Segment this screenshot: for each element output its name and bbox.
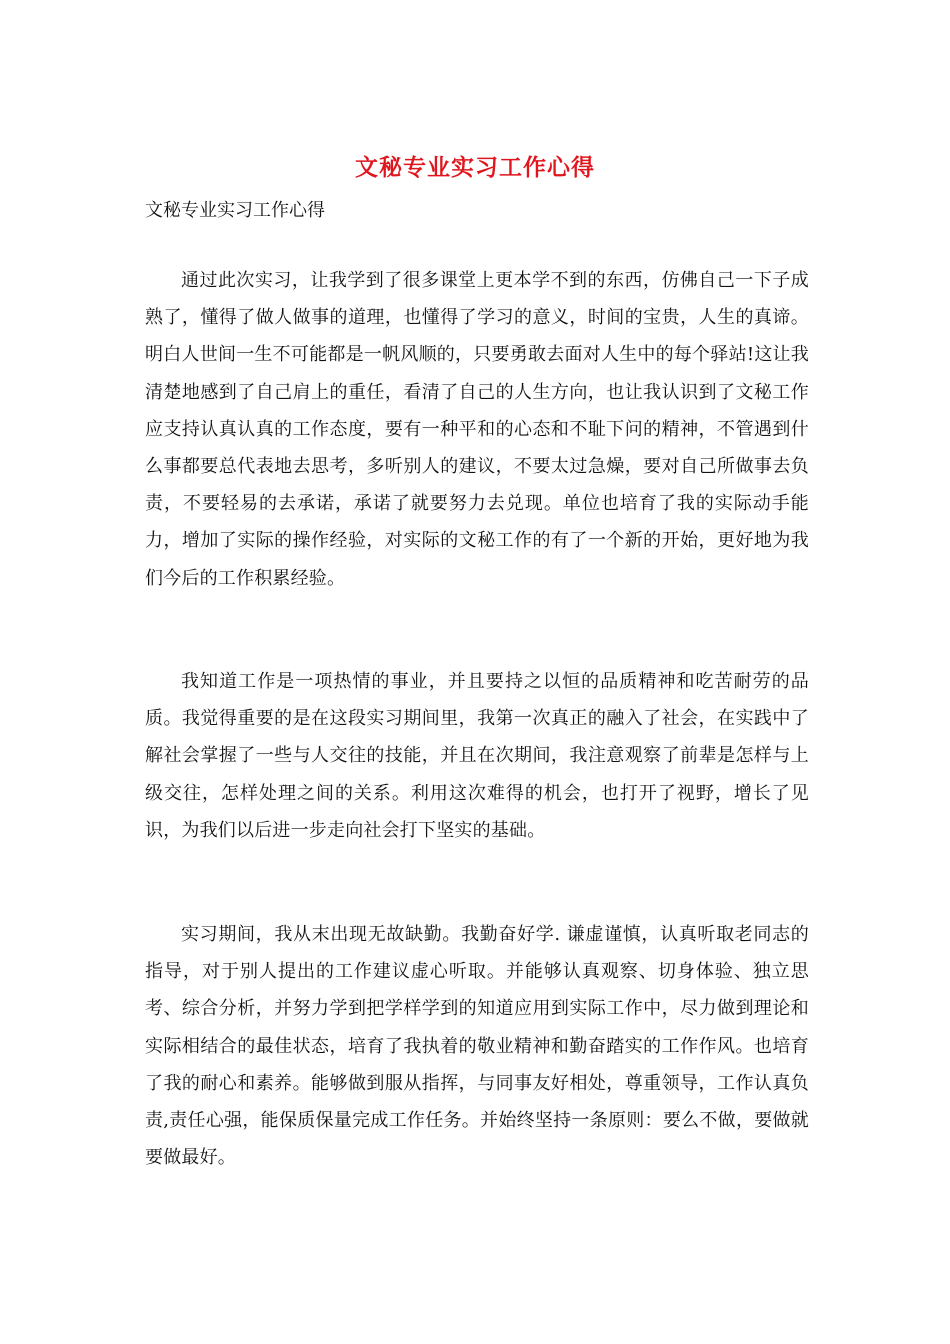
- paragraph-1: 通过此次实习，让我学到了很多课堂上更本学不到的东西，仿佛自己一下子成熟了，懂得了做人做事的道理，也懂得了学习的意义，时间的宝贵，人生的真谛。明白人世间一生不可能都是一帆风顺的，只要勇敢去面对人生中的每个驿站!这让我清楚地感到了自己肩上的重任，看清了自己的人生方向，也让我认识到了文秘工作应支持认真认真的工作态度，要有一种平和的心态和不耻下问的精神，不管遇到什么事都要总代表地去思考，多听别人的建议，不要太过急燥，要对自己所做事去负责，不要轻易的去承诺，承诺了就要努力去兑现。单位也培育了我的实际动手能力，增加了实际的操作经验，对实际的文秘工作的有了一个新的开始，更好地为我们今后的工作积累经验。: [145, 270, 809, 589]
- document-subtitle: 文秘专业实习工作心得: [145, 200, 325, 221]
- paragraph-3: 实习期间，我从末出现无故缺勤。我勤奋好学. 谦虚谨慎，认真听取老同志的指导，对于别人提出的工作建议虚心听取。并能够认真观察、切身体验、独立思考、综合分析，并努力学到把学样学到的知道应用到实际工作中，尽力做到理论和实际相结合的最佳状态，培育了我执着的敬业精神和勤奋踏实的工作作风。也培育了我的耐心和素养。能够做到服从指挥，与同事友好相处，尊重领导，工作认真负责,责任心强，能保质保量完成工作任务。并始终坚持一条原则：要么不做，要做就要做最好。: [145, 924, 809, 1169]
- paragraph-2: 我知道工作是一项热情的事业，并且要持之以恒的品质精神和吃苦耐劳的品质。我觉得重要的是在这段实习期间里，我第一次真正的融入了社会，在实践中了解社会掌握了一些与人交往的技能，并且在次期间，我注意观察了前辈是怎样与上级交往，怎样处理之间的关系。利用这次难得的机会，也打开了视野，增长了见识，为我们以后进一步走向社会打下坚实的基础。: [145, 671, 809, 841]
- document-title: 文秘专业实习工作心得: [355, 154, 595, 181]
